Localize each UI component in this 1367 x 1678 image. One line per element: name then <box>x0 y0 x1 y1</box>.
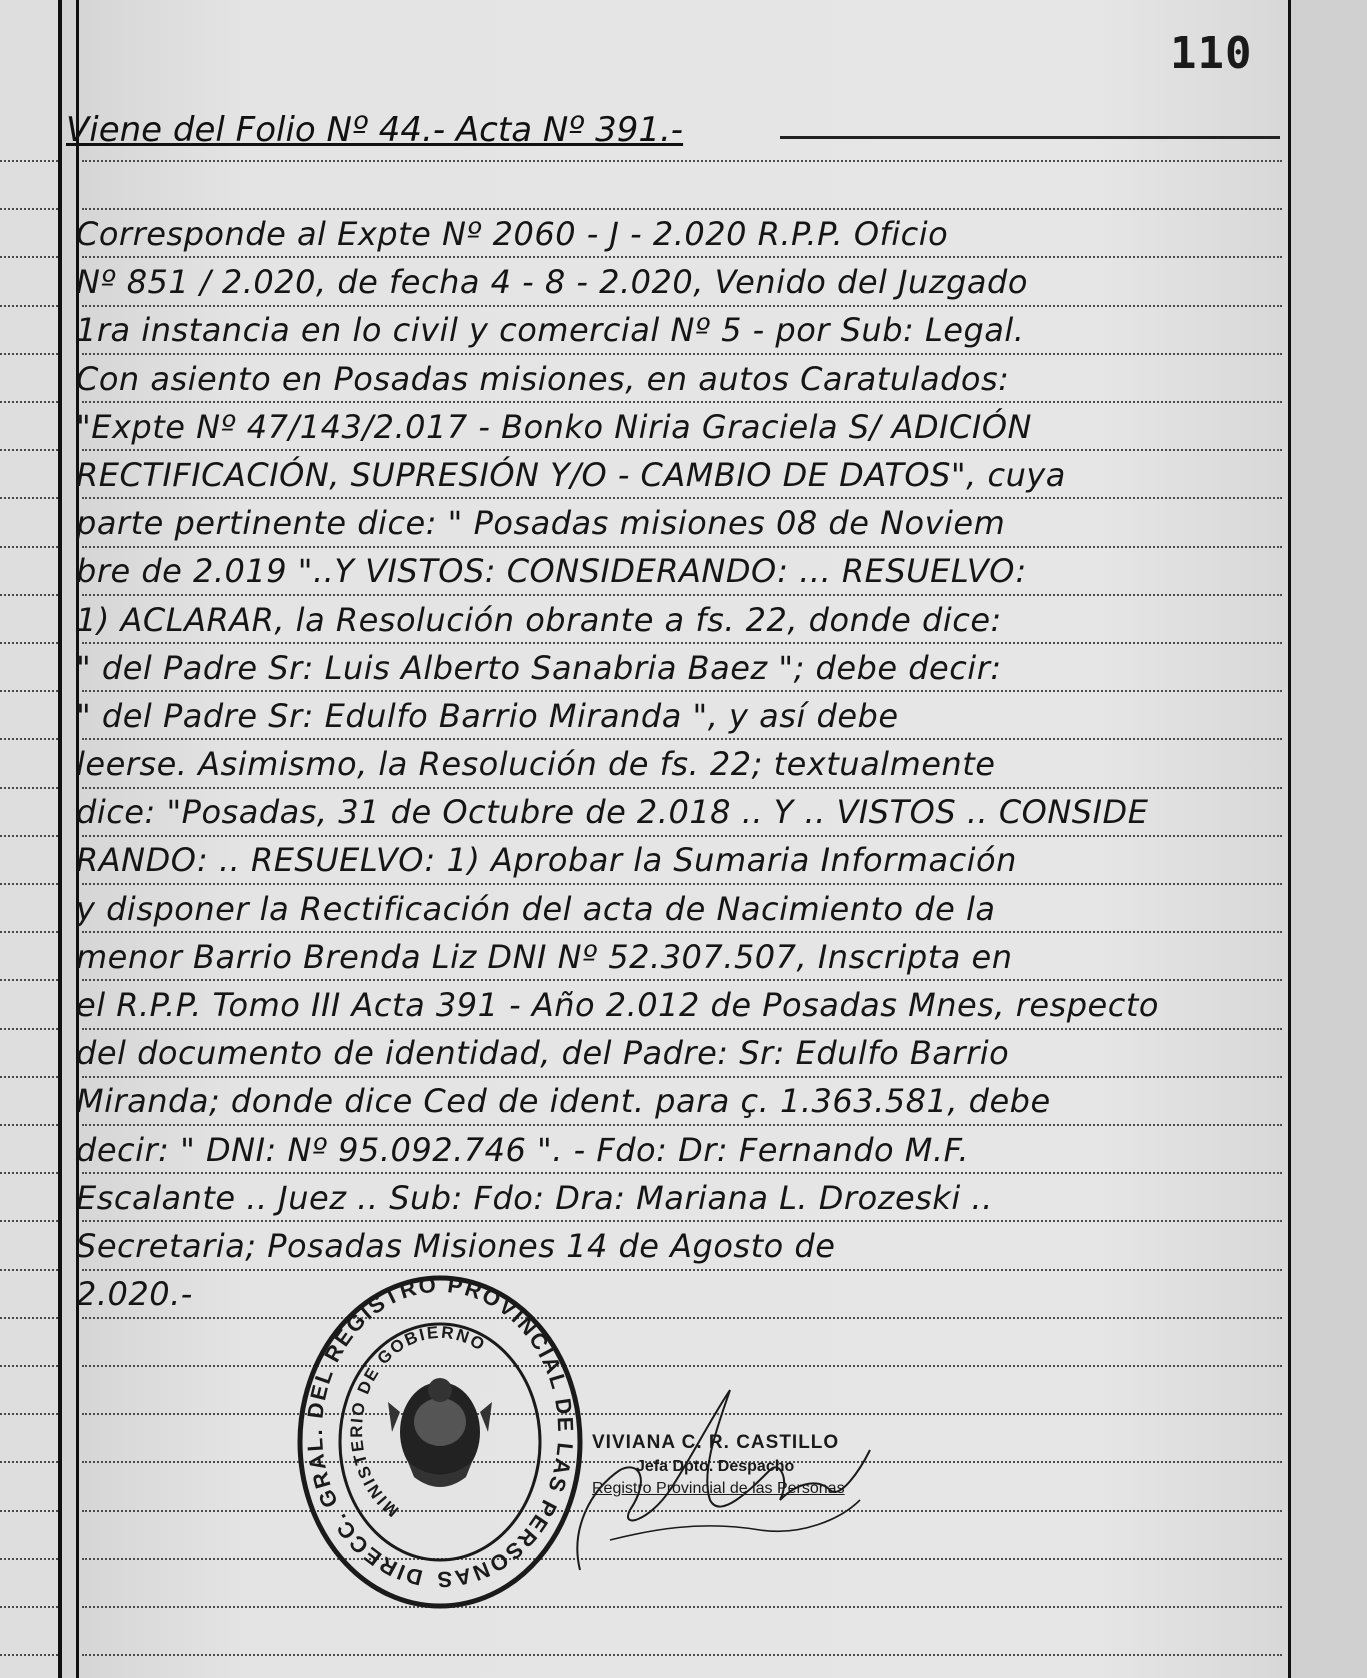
margin-ruled-line <box>0 1172 58 1174</box>
margin-ruled-line <box>0 1317 58 1319</box>
margin-ruled-line <box>0 305 58 307</box>
body-line: Corresponde al Expte Nº 2060 - J - 2.020 R.P.P. Oficio <box>76 215 949 253</box>
signatory-name: VIVIANA C. R. CASTILLO <box>592 1432 840 1453</box>
margin-ruled-line <box>0 208 58 210</box>
margin-ruled-line <box>0 1461 58 1463</box>
margin-ruled-line <box>0 160 58 162</box>
margin-ruled-line <box>0 449 58 451</box>
body-line: dice: "Posadas, 31 de Octubre de 2.018 .. Y .. VISTOS .. CONSIDE <box>76 793 1149 832</box>
coat-of-arms-icon <box>388 1378 492 1487</box>
margin-ruled-line <box>0 1269 58 1271</box>
margin-ruled-line <box>0 690 58 692</box>
body-line: del documento de identidad, del Padre: Sr: Edulfo Barrio <box>76 1034 1010 1073</box>
margin-ruled-line <box>0 353 58 355</box>
margin-ruled-line <box>0 787 58 789</box>
margin-ruled-line <box>0 835 58 837</box>
body-line: 1ra instancia en lo civil y comercial Nº 5 - por Sub: Legal. <box>76 311 1025 350</box>
margin-ruled-line <box>0 1654 58 1656</box>
handwritten-body <box>76 210 1286 1318</box>
body-line: menor Barrio Brenda Liz DNI Nº 52.307.507, Inscripta en <box>76 937 1013 976</box>
ruled-line <box>82 160 1282 162</box>
folio-header: Viene del Folio Nº 44.- Acta Nº 391.- <box>66 110 684 150</box>
margin-ruled-line <box>0 1606 58 1608</box>
margin-ruled-line <box>0 931 58 933</box>
body-line: decir: " DNI: Nº 95.092.746 ". - Fdo: Dr: Fernando M.F. <box>76 1130 970 1169</box>
body-line: " del Padre Sr: Edulfo Barrio Miranda ", y así debe <box>76 696 899 735</box>
margin-ruled-line <box>0 401 58 403</box>
margin-ruled-line <box>0 1220 58 1222</box>
margin-ruled-line <box>0 1028 58 1030</box>
page-number: 110 <box>1170 28 1253 79</box>
ruled-line <box>82 1654 1282 1656</box>
body-line: Con asiento en Posadas misiones, en autos Caratulados: <box>76 359 1010 398</box>
margin-ruled-line <box>0 1124 58 1126</box>
body-line: Nº 851 / 2.020, de fecha 4 - 8 - 2.020, Venido del Juzgado <box>76 263 1028 302</box>
body-line: 2.020.- <box>76 1275 193 1314</box>
margin-ruled-line <box>0 497 58 499</box>
body-line: parte pertinente dice: " Posadas misiones 08 de Noviem <box>76 504 1006 543</box>
seal-outer-text: DIRECC. GRAL. DEL REGISTRO PROVINCIAL DE LAS PERSONAS <box>301 1272 579 1593</box>
signatory-role: Jefa Dpto. Despacho <box>636 1458 795 1475</box>
margin-ruled-line <box>0 1076 58 1078</box>
margin-ruled-line <box>0 642 58 644</box>
body-line: "Expte Nº 47/143/2.017 - Bonko Niria Graciela S/ ADICIÓN <box>76 407 1032 446</box>
margin-ruled-line <box>0 1365 58 1367</box>
body-line: leerse. Asimismo, la Resolución de fs. 22; textualmente <box>76 745 996 784</box>
signature-stamp <box>592 1432 912 1498</box>
margin-ruled-line <box>0 546 58 548</box>
header-dash-line <box>780 136 1280 139</box>
body-line: y disponer la Rectificación del acta de Nacimiento de la <box>76 889 996 928</box>
official-seal <box>296 1272 584 1612</box>
margin-ruled-line <box>0 594 58 596</box>
margin-ruled-line <box>0 738 58 740</box>
body-line: RECTIFICACIÓN, SUPRESIÓN Y/O - CAMBIO DE DATOS", cuya <box>76 455 1066 494</box>
margin-ruled-line <box>0 1413 58 1415</box>
margin-ruled-line <box>0 1510 58 1512</box>
seal-inner-text: MINISTERIO DE GOBIERNO <box>347 1322 490 1521</box>
margin-line-left-outer <box>58 0 62 1678</box>
ruled-line <box>82 1606 1282 1608</box>
signatory-organization: Registro Provincial de las Personas <box>592 1480 845 1497</box>
body-line: Secretaria; Posadas Misiones 14 de Agosto de <box>76 1226 836 1265</box>
body-line: Miranda; donde dice Ced de ident. para ç. 1.363.581, debe <box>76 1082 1051 1121</box>
body-line: 1) ACLARAR, la Resolución obrante a fs. 22, donde dice: <box>76 600 1002 639</box>
body-line: el R.P.P. Tomo III Acta 391 - Año 2.012 de Posadas Mnes, respecto <box>76 986 1159 1024</box>
margin-ruled-line <box>0 979 58 981</box>
margin-line-right <box>1288 0 1291 1678</box>
margin-ruled-line <box>0 883 58 885</box>
body-line: RANDO: .. RESUELVO: 1) Aprobar la Sumaria Información <box>76 841 1017 880</box>
body-line: Escalante .. Juez .. Sub: Fdo: Dra: Mariana L. Drozeski .. <box>76 1178 993 1217</box>
body-line: " del Padre Sr: Luis Alberto Sanabria Baez "; debe decir: <box>76 648 1002 687</box>
margin-ruled-line <box>0 256 58 258</box>
ruled-line <box>82 1365 1282 1367</box>
margin-ruled-line <box>0 1558 58 1560</box>
body-line: bre de 2.019 "..Y VISTOS: CONSIDERANDO: ... RESUELVO: <box>76 552 1027 591</box>
